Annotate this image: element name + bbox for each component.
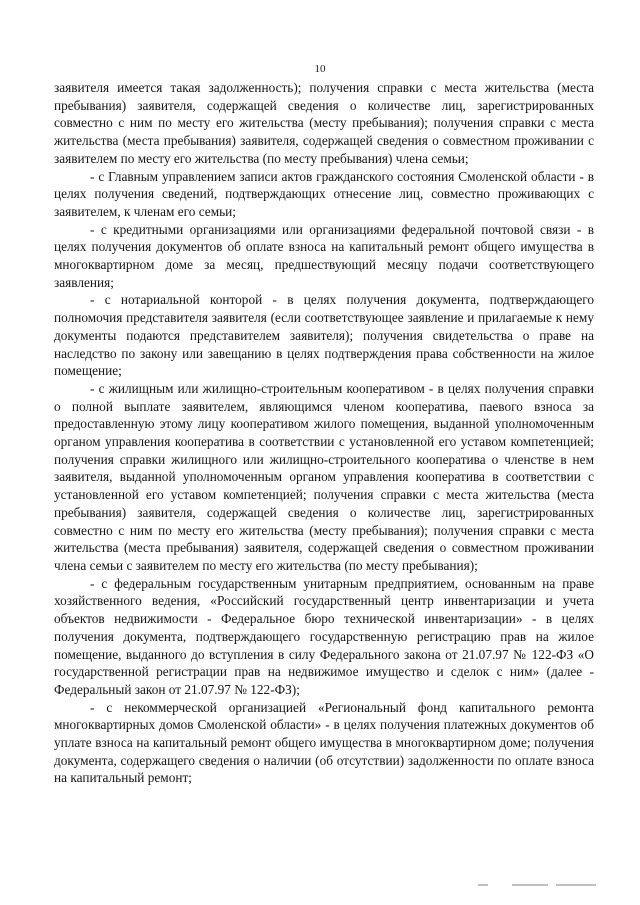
paragraph-civil-registry: - с Главным управлением записи актов гражданского состояния Смоленской области - в целях получения сведений, подтверждающих отнесение лиц, совместно проживающих с заявителем, к членам его семьи; — [54, 168, 594, 219]
scan-artifact — [556, 884, 596, 886]
scan-artifact — [478, 884, 488, 886]
page-number: 10 — [314, 63, 326, 75]
paragraph-continuation: заявителя имеется такая задолженность); получения справки с места жительства (места пребывания) заявителя, содержащей сведения о количестве лиц, зарегистрированных совместно с ним по месту его жительства (месту пребывания); получения справки с места жительства (места пребывания) заявителя, содержащей сведения о совместном проживании с заявителем по месту его жительства (по месту пребывания) члена семьи; — [54, 80, 594, 166]
paragraph-federal-enterprise: - с федеральным государственным унитарным предприятием, основанным на праве хозяйственного ведения, «Российский государственный центр инвентаризации и учета объектов недвижимости - Федеральное бюро технической инвентаризации» - в целях получения документа, подтверждающего государственную регистрацию прав на жилое помещение, выданного до вступления в силу Федерального закона от 21.07.97 № 122-ФЗ «О государственной регистрации прав на недвижимое имущество и сделок с ним» (далее - Федеральный закон от 21.07.97 № 122-ФЗ); — [54, 575, 594, 697]
paragraph-credit-organizations: - с кредитными организациями или организациями федеральной почтовой связи - в целях получения документов об оплате взноса на капитальный ремонт общего имущества в многоквартирном доме за месяц, предшествующий месяцу подачи соответствующего заявления; — [54, 221, 594, 290]
document-body — [54, 79, 594, 787]
paragraph-housing-cooperative: - с жилищным или жилищно-строительным кооперативом - в целях получения справки о полной выплате заявителем, являющимся членом кооператива, паевого взноса за предоставленную этому лицу кооперативом жилого помещения, выданной уполномоченным органом управления кооператива в соответствии с установленной его уставом компетенцией; получения справки жилищного или жилищно-строительного кооператива о членстве в нем заявителя, выданной уполномоченным органом управления кооператива в соответствии с установленной его уставом компетенцией; получения справки с места жительства (места пребывания) заявителя, содержащей сведения о количестве лиц, зарегистрированных совместно с ним по месту его жительства (месту пребывания); получения справки с места жительства (места пребывания) заявителя, содержащей сведения о совместном проживании члена семьи с заявителем по месту его жительства (по месту пребывания); — [54, 380, 594, 573]
paragraph-regional-fund: - с некоммерческой организацией «Региональный фонд капитального ремонта многоквартирных домов Смоленской области» - в целях получения платежных документов об уплате взноса на капитальный ремонт общего имущества в многоквартирном доме; получения документа, содержащего сведения о наличии (об отсутствии) задолженности по оплате взноса на капитальный ремонт; — [54, 699, 594, 786]
paragraph-notary-office: - с нотариальной конторой - в целях получения документа, подтверждающего полномочия представителя заявителя (если соответствующее заявление и прилагаемые к нему документы подаются представителем заявителя); получения свидетельства о праве на наследство по закону или завещанию в целях подтверждения права собственности на жилое помещение; — [54, 292, 594, 379]
scan-artifact — [512, 884, 548, 886]
